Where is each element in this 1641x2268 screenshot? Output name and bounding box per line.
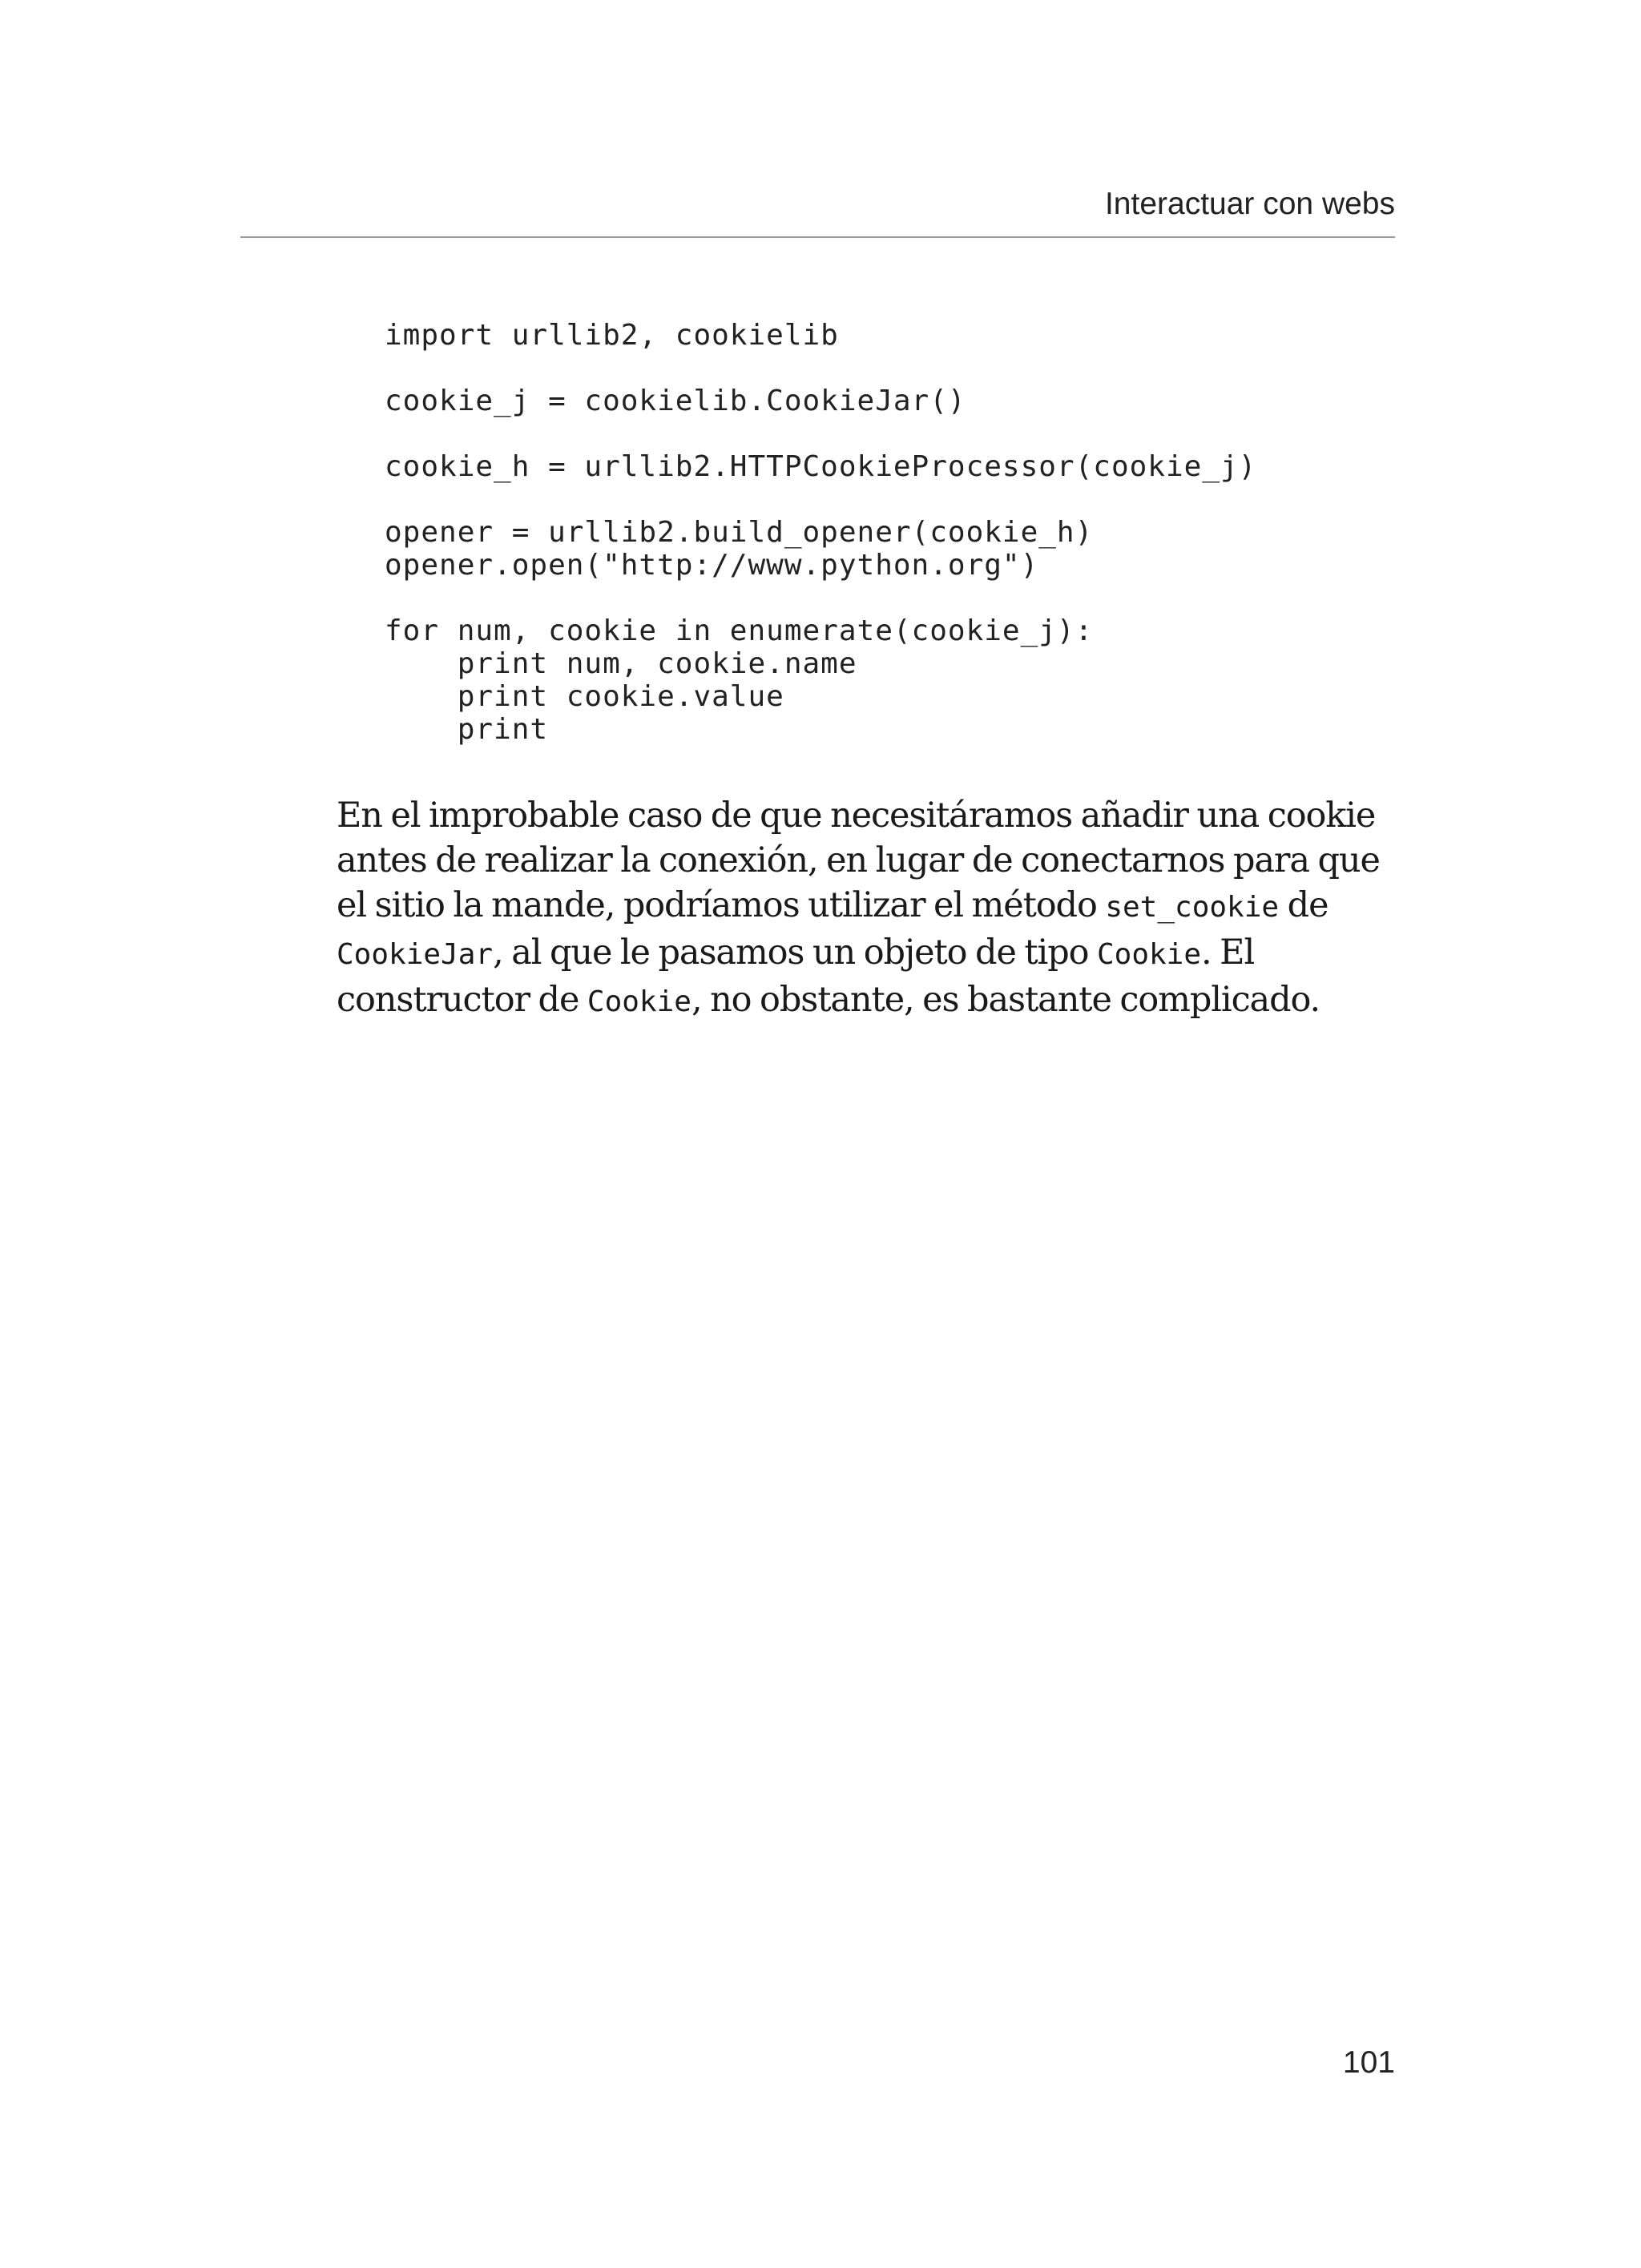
code-listing bbox=[385, 319, 1256, 746]
code-blank-line bbox=[385, 483, 1256, 516]
paragraph-text: de bbox=[1279, 885, 1329, 925]
code-line: print bbox=[385, 713, 549, 746]
header-rule bbox=[240, 236, 1395, 238]
paragraph-text: En el improbable caso de que necesitáramos añadir una cookie antes de realizar la conexión, en lugar de conectarnos para que el sitio la mande, podríamos utilizar el método bbox=[337, 796, 1380, 925]
page-number: 101 bbox=[1342, 2045, 1395, 2080]
code-line: for num, cookie in enumerate(cookie_j): bbox=[385, 614, 1094, 647]
code-blank-line bbox=[385, 417, 1256, 450]
inline-code-cookiejar: CookieJar bbox=[337, 938, 494, 971]
body-paragraph bbox=[337, 793, 1396, 1025]
paragraph-text: . El constructor de bbox=[337, 933, 1255, 1020]
code-line: cookie_j = cookielib.CookieJar() bbox=[385, 385, 966, 417]
running-header: Interactuar con webs bbox=[1104, 187, 1395, 221]
code-line: print num, cookie.name bbox=[385, 647, 857, 680]
code-line: print cookie.value bbox=[385, 680, 784, 713]
code-blank-line bbox=[385, 582, 1256, 614]
inline-code-cookie: Cookie bbox=[1096, 938, 1202, 971]
paragraph-text: , no obstante, es bastante complicado. bbox=[691, 980, 1320, 1020]
paragraph-text: , al que le pasamos un objeto de tipo bbox=[493, 933, 1097, 973]
code-line: import urllib2, cookielib bbox=[385, 319, 839, 352]
code-line: cookie_h = urllib2.HTTPCookieProcessor(cookie_j) bbox=[385, 450, 1257, 483]
code-line: opener = urllib2.build_opener(cookie_h) bbox=[385, 516, 1094, 549]
inline-code-cookie: Cookie bbox=[587, 985, 691, 1018]
inline-code-set-cookie: set_cookie bbox=[1105, 891, 1280, 924]
code-line: opener.open("http://www.python.org") bbox=[385, 549, 1039, 582]
code-blank-line bbox=[385, 352, 1256, 385]
